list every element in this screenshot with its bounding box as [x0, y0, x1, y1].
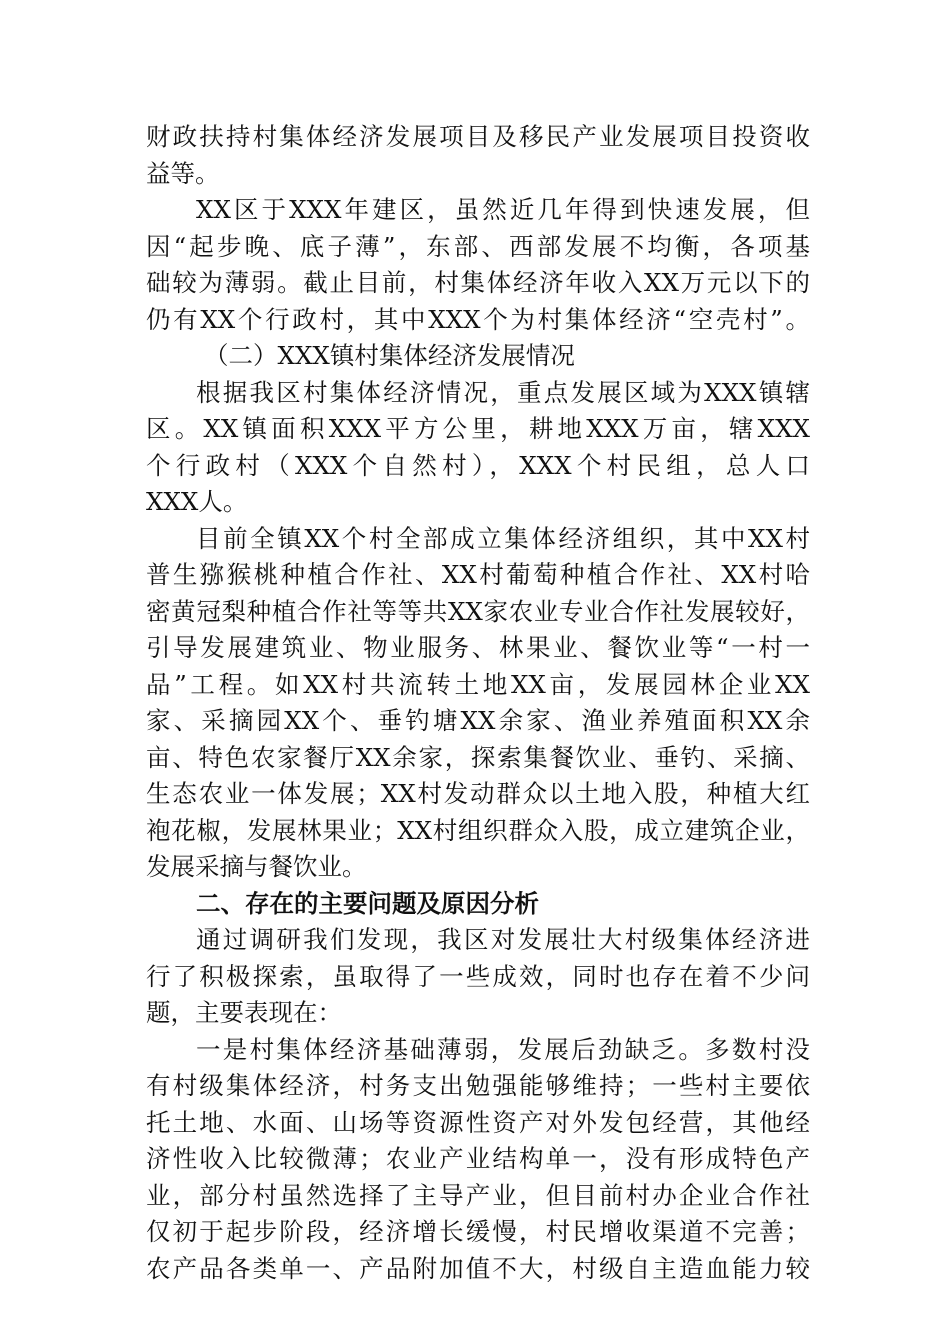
paragraph-first-line: XX区于XXX年建区，虽然近几年得到快速发展，但 [196, 195, 810, 224]
text-line: 行了积极探索，虽取得了一些成效，同时也存在着不少问 [146, 961, 810, 991]
text-line: 袍花椒，发展林果业；XX村组织群众入股，成立建筑企业， [146, 815, 810, 845]
text-line: 家、采摘园XX个、垂钓塘XX余家、渔业养殖面积XX余 [146, 706, 810, 735]
text-line: 品”工程。如XX村共流转土地XX亩，发展园林企业XX [146, 669, 810, 699]
text-line: 生态农业一体发展；XX村发动群众以土地入股，种植大红 [146, 779, 810, 808]
text-line: 题，主要表现在： [146, 998, 342, 1027]
section-subheading: （二）XXX镇村集体经济发展情况 [204, 341, 575, 370]
text-line: 因“起步晚、底子薄”，东部、西部发展不均衡，各项基 [146, 231, 810, 261]
paragraph-first-line: 一是村集体经济基础薄弱，发展后劲缺乏。多数村没 [196, 1034, 810, 1064]
text-line: 发展采摘与餐饮业。 [146, 852, 367, 881]
text-line: 引导发展建筑业、物业服务、林果业、餐饮业等“一村一 [146, 633, 810, 662]
text-line: 益等。 [146, 158, 220, 188]
text-line: 财政扶持村集体经济发展项目及移民产业发展项目投资收 [146, 122, 810, 151]
paragraph-first-line: 通过调研我们发现，我区对发展壮大村级集体经济进 [196, 925, 810, 954]
text-line: 础较为薄弱。截止目前，村集体经济年收入XX万元以下的 [146, 268, 810, 297]
text-line: 亩、特色农家餐厅XX余家，探索集餐饮业、垂钓、采摘、 [146, 742, 810, 772]
text-line: 托土地、水面、山场等资源性资产对外发包经营，其他经 [146, 1107, 810, 1137]
text-line: 有村级集体经济，村务支出勉强能够维持；一些村主要依 [146, 1071, 810, 1100]
text-line: 仅初于起步阶段，经济增长缓慢，村民增收渠道不完善； [146, 1217, 810, 1246]
text-line: 个行政村（XXX个自然村），XXX个村民组，总人口 [146, 450, 810, 480]
text-line: XXX人。 [146, 487, 248, 516]
document-body [146, 119, 810, 1287]
text-line: 普生猕猴桃种植合作社、XX村葡萄种植合作社、XX村哈 [146, 560, 810, 589]
text-line: 仍有XX个行政村，其中XXX个为村集体经济“空壳村”。 [146, 304, 810, 334]
text-line: 济性收入比较微薄；农业产业结构单一，没有形成特色产 [146, 1144, 810, 1173]
paragraph-first-line: 目前全镇XX个村全部成立集体经济组织，其中XX村 [196, 523, 810, 553]
text-line: 业，部分村虽然选择了主导产业，但目前村办企业合作社 [146, 1180, 810, 1210]
text-line: 农产品各类单一、产品附加值不大，村级自主造血能力较 [146, 1253, 810, 1283]
text-line: 密黄冠梨种植合作社等等共XX家农业专业合作社发展较好， [146, 596, 810, 626]
paragraph-first-line: 根据我区村集体经济情况，重点发展区域为XXX镇辖 [196, 377, 810, 407]
section-heading: 二、存在的主要问题及原因分析 [196, 888, 539, 918]
text-line: 区。XX镇面积XXX平方公里，耕地XXX万亩，辖XXX [146, 414, 810, 443]
